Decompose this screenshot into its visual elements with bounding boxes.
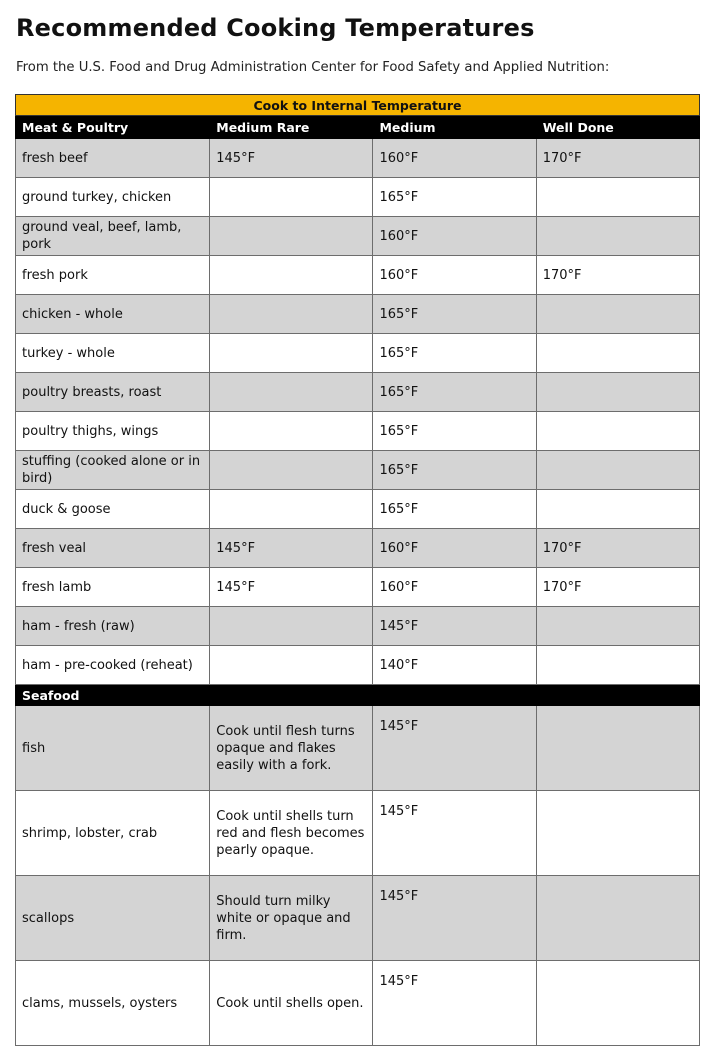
item-name-cell: ham - pre-cooked (reheat) xyxy=(16,646,210,685)
table-row xyxy=(16,217,700,256)
medium-cell: 165°F xyxy=(373,373,536,412)
medium-rare-cell xyxy=(210,178,373,217)
cooking-note-cell: Cook until shells open. xyxy=(210,961,373,1046)
well-done-cell: 170°F xyxy=(536,529,699,568)
medium-rare-cell xyxy=(210,295,373,334)
item-name-cell: fresh lamb xyxy=(16,568,210,607)
table-row xyxy=(16,791,700,876)
table-row xyxy=(16,876,700,961)
column-header-meat-poultry: Meat & Poultry xyxy=(16,116,210,139)
medium-rare-cell xyxy=(210,646,373,685)
item-name-cell: fresh pork xyxy=(16,256,210,295)
column-header-well-done: Well Done xyxy=(536,116,699,139)
well-done-cell xyxy=(536,961,699,1046)
page-title: Recommended Cooking Temperatures xyxy=(16,14,535,42)
cooking-note-cell: Should turn milky white or opaque and firm. xyxy=(210,876,373,961)
well-done-cell xyxy=(536,451,699,490)
table-row xyxy=(16,178,700,217)
table-row xyxy=(16,295,700,334)
well-done-cell xyxy=(536,791,699,876)
item-name-cell: ground turkey, chicken xyxy=(16,178,210,217)
item-name-cell: fresh veal xyxy=(16,529,210,568)
table-row xyxy=(16,607,700,646)
cooking-temperature-table xyxy=(15,94,700,1046)
medium-rare-cell xyxy=(210,334,373,373)
medium-rare-cell xyxy=(210,256,373,295)
table-row xyxy=(16,490,700,529)
well-done-cell: 170°F xyxy=(536,256,699,295)
well-done-cell xyxy=(536,706,699,791)
table-row xyxy=(16,529,700,568)
table-header-row xyxy=(16,116,700,139)
seafood-section-row xyxy=(16,685,700,706)
item-name-cell: shrimp, lobster, crab xyxy=(16,791,210,876)
medium-rare-cell xyxy=(210,607,373,646)
medium-cell: 160°F xyxy=(373,529,536,568)
medium-cell: 165°F xyxy=(373,295,536,334)
table-row xyxy=(16,334,700,373)
well-done-cell xyxy=(536,217,699,256)
table-row xyxy=(16,139,700,178)
well-done-cell xyxy=(536,178,699,217)
medium-rare-cell: 145°F xyxy=(210,139,373,178)
medium-cell: 165°F xyxy=(373,451,536,490)
well-done-cell: 170°F xyxy=(536,568,699,607)
medium-rare-cell: 145°F xyxy=(210,568,373,607)
table-row xyxy=(16,568,700,607)
medium-cell: 145°F xyxy=(373,791,536,876)
table-banner-row xyxy=(16,95,700,116)
medium-cell: 160°F xyxy=(373,217,536,256)
medium-cell: 160°F xyxy=(373,256,536,295)
medium-cell: 140°F xyxy=(373,646,536,685)
medium-rare-cell xyxy=(210,373,373,412)
item-name-cell: chicken - whole xyxy=(16,295,210,334)
table-row xyxy=(16,706,700,791)
medium-cell: 160°F xyxy=(373,568,536,607)
table-row xyxy=(16,961,700,1046)
seafood-section-label: Seafood xyxy=(16,685,700,706)
table-row xyxy=(16,451,700,490)
table-row xyxy=(16,373,700,412)
well-done-cell xyxy=(536,607,699,646)
item-name-cell: stuffing (cooked alone or in bird) xyxy=(16,451,210,490)
item-name-cell: scallops xyxy=(16,876,210,961)
medium-cell: 165°F xyxy=(373,490,536,529)
table-row xyxy=(16,256,700,295)
cooking-note-cell: Cook until shells turn red and flesh becomes pearly opaque. xyxy=(210,791,373,876)
well-done-cell xyxy=(536,490,699,529)
medium-cell: 145°F xyxy=(373,607,536,646)
medium-cell: 145°F xyxy=(373,876,536,961)
well-done-cell: 170°F xyxy=(536,139,699,178)
item-name-cell: fresh beef xyxy=(16,139,210,178)
item-name-cell: clams, mussels, oysters xyxy=(16,961,210,1046)
well-done-cell xyxy=(536,334,699,373)
medium-cell: 145°F xyxy=(373,706,536,791)
medium-rare-cell xyxy=(210,451,373,490)
item-name-cell: poultry thighs, wings xyxy=(16,412,210,451)
medium-cell: 165°F xyxy=(373,412,536,451)
medium-rare-cell xyxy=(210,217,373,256)
item-name-cell: ground veal, beef, lamb, pork xyxy=(16,217,210,256)
table-row xyxy=(16,646,700,685)
well-done-cell xyxy=(536,373,699,412)
column-header-medium-rare: Medium Rare xyxy=(210,116,373,139)
medium-rare-cell xyxy=(210,490,373,529)
medium-rare-cell xyxy=(210,412,373,451)
table-row xyxy=(16,412,700,451)
well-done-cell xyxy=(536,412,699,451)
page-subtitle: From the U.S. Food and Drug Administration Center for Food Safety and Applied Nutrition: xyxy=(16,60,610,75)
item-name-cell: duck & goose xyxy=(16,490,210,529)
table-banner: Cook to Internal Temperature xyxy=(16,95,700,116)
well-done-cell xyxy=(536,646,699,685)
medium-rare-cell: 145°F xyxy=(210,529,373,568)
column-header-medium: Medium xyxy=(373,116,536,139)
medium-cell: 165°F xyxy=(373,334,536,373)
cooking-note-cell: Cook until flesh turns opaque and flakes easily with a fork. xyxy=(210,706,373,791)
well-done-cell xyxy=(536,876,699,961)
item-name-cell: ham - fresh (raw) xyxy=(16,607,210,646)
item-name-cell: poultry breasts, roast xyxy=(16,373,210,412)
medium-cell: 145°F xyxy=(373,961,536,1046)
item-name-cell: fish xyxy=(16,706,210,791)
item-name-cell: turkey - whole xyxy=(16,334,210,373)
medium-cell: 165°F xyxy=(373,178,536,217)
medium-cell: 160°F xyxy=(373,139,536,178)
well-done-cell xyxy=(536,295,699,334)
